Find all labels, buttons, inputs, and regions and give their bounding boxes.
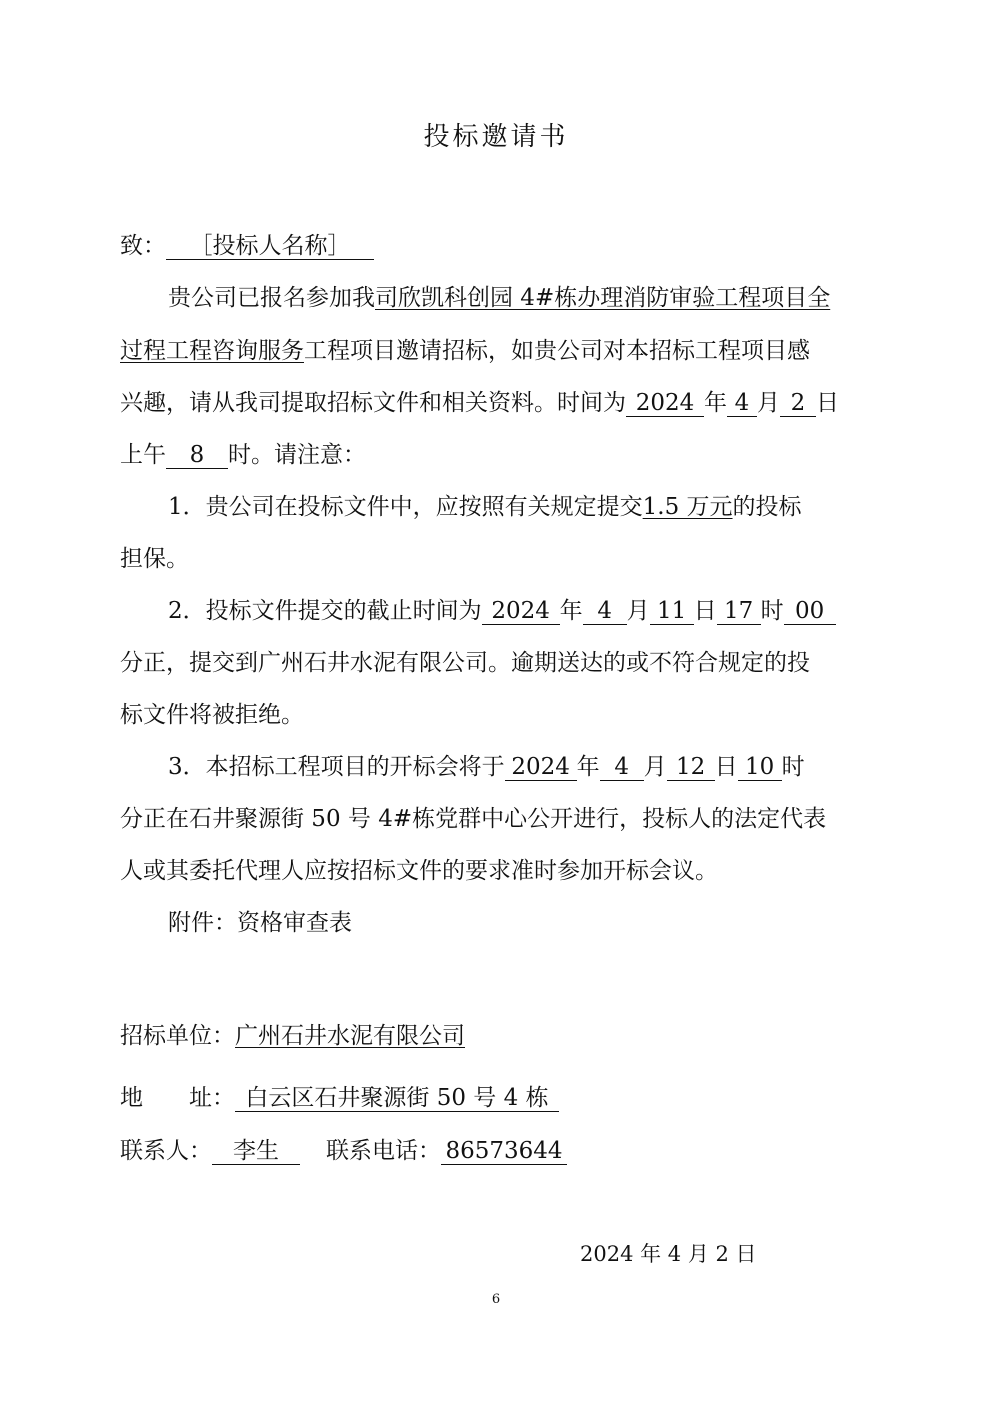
item-2-line-2: 分正，提交到广州石井水泥有限公司。逾期送达的或不符合规定的投: [120, 650, 810, 676]
intro-line-2: [120, 337, 810, 365]
phone-number: 86573644: [441, 1138, 567, 1165]
addressee-line: [120, 232, 374, 260]
address-line: [120, 1084, 559, 1112]
pickup-year: 2024: [626, 390, 704, 417]
item-2-line-1: [168, 597, 836, 625]
phone-label: 联系电话：: [326, 1138, 441, 1164]
tenderer-label: 招标单位：: [120, 1023, 235, 1049]
pickup-hour: 8: [166, 442, 228, 469]
document-title: 投标邀请书: [423, 122, 569, 152]
opening-year: 2024: [505, 754, 577, 781]
item-3-line-3: 人或其委托代理人应按招标文件的要求准时参加开标会议。: [120, 858, 718, 884]
attachment-note: 附件：资格审查表: [168, 910, 352, 936]
deadline-year: 2024: [482, 598, 560, 625]
addressee-name: ［投标人名称］: [166, 233, 374, 260]
address-value: 白云区石井聚源街 50 号 4 栋: [235, 1085, 559, 1112]
intro-text: 上午: [120, 442, 166, 468]
deadline-minute: 00: [784, 598, 836, 625]
year-unit: 年: [559, 598, 583, 624]
year-unit: 年: [576, 754, 600, 780]
day-unit: 日: [714, 754, 738, 780]
item-text: 的投标: [732, 494, 802, 520]
hour-unit: 时: [760, 598, 784, 624]
tenderer-line: [120, 1022, 465, 1050]
month-unit: 月: [643, 754, 667, 780]
intro-line-4: [120, 441, 366, 469]
intro-line-1: [168, 284, 830, 312]
address-label: 地 址：: [120, 1085, 235, 1111]
item-text: 2．投标文件提交的截止时间为: [168, 598, 482, 624]
pickup-month: 4: [727, 390, 757, 417]
project-name-part1: 司欣凯科创园 4#栋办理消防审验工程项目全: [375, 285, 831, 311]
opening-month: 4: [600, 754, 644, 781]
project-name-part2: 过程工程咨询服务: [120, 338, 304, 364]
year-unit: 年: [704, 390, 727, 416]
deadline-hour: 17: [717, 598, 761, 625]
month-unit: 月: [757, 390, 780, 416]
contact-line: [120, 1137, 567, 1165]
item-3-line-1: [168, 753, 805, 781]
item-1-line-2: 担保。: [120, 546, 189, 572]
intro-line-3: [120, 389, 839, 417]
intro-text: 时。请注意：: [228, 442, 366, 468]
intro-text: 贵公司已报名参加我: [168, 285, 375, 311]
tenderer-name: 广州石井水泥有限公司: [235, 1023, 465, 1049]
deadline-month: 4: [583, 598, 627, 625]
deadline-day: 11: [650, 598, 694, 625]
addressee-label: 致：: [120, 233, 166, 259]
item-text: 1．贵公司在投标文件中，应按照有关规定提交: [168, 494, 643, 520]
contact-label: 联系人：: [120, 1138, 212, 1164]
guarantee-amount: 1.5 万元: [642, 494, 733, 520]
item-text: 3．本招标工程项目的开标会将于: [168, 754, 505, 780]
item-1-line-1: [168, 493, 802, 521]
opening-day: 12: [667, 754, 715, 781]
intro-text: 兴趣，请从我司提取招标文件和相关资料。时间为: [120, 390, 626, 416]
pickup-day: 2: [780, 390, 816, 417]
month-unit: 月: [626, 598, 650, 624]
item-2-line-3: 标文件将被拒绝。: [120, 702, 304, 728]
issue-date: 2024 年 4 月 2 日: [580, 1242, 757, 1266]
day-unit: 日: [816, 390, 839, 416]
hour-unit: 时: [781, 754, 805, 780]
item-3-line-2: 分正在石井聚源街 50 号 4#栋党群中心公开进行，投标人的法定代表: [120, 806, 827, 832]
intro-text: 工程项目邀请招标，如贵公司对本招标工程项目感: [304, 338, 810, 364]
opening-hour: 10: [738, 754, 782, 781]
contact-name: 李生: [212, 1138, 300, 1165]
page-number: 6: [491, 1292, 501, 1307]
day-unit: 日: [693, 598, 717, 624]
